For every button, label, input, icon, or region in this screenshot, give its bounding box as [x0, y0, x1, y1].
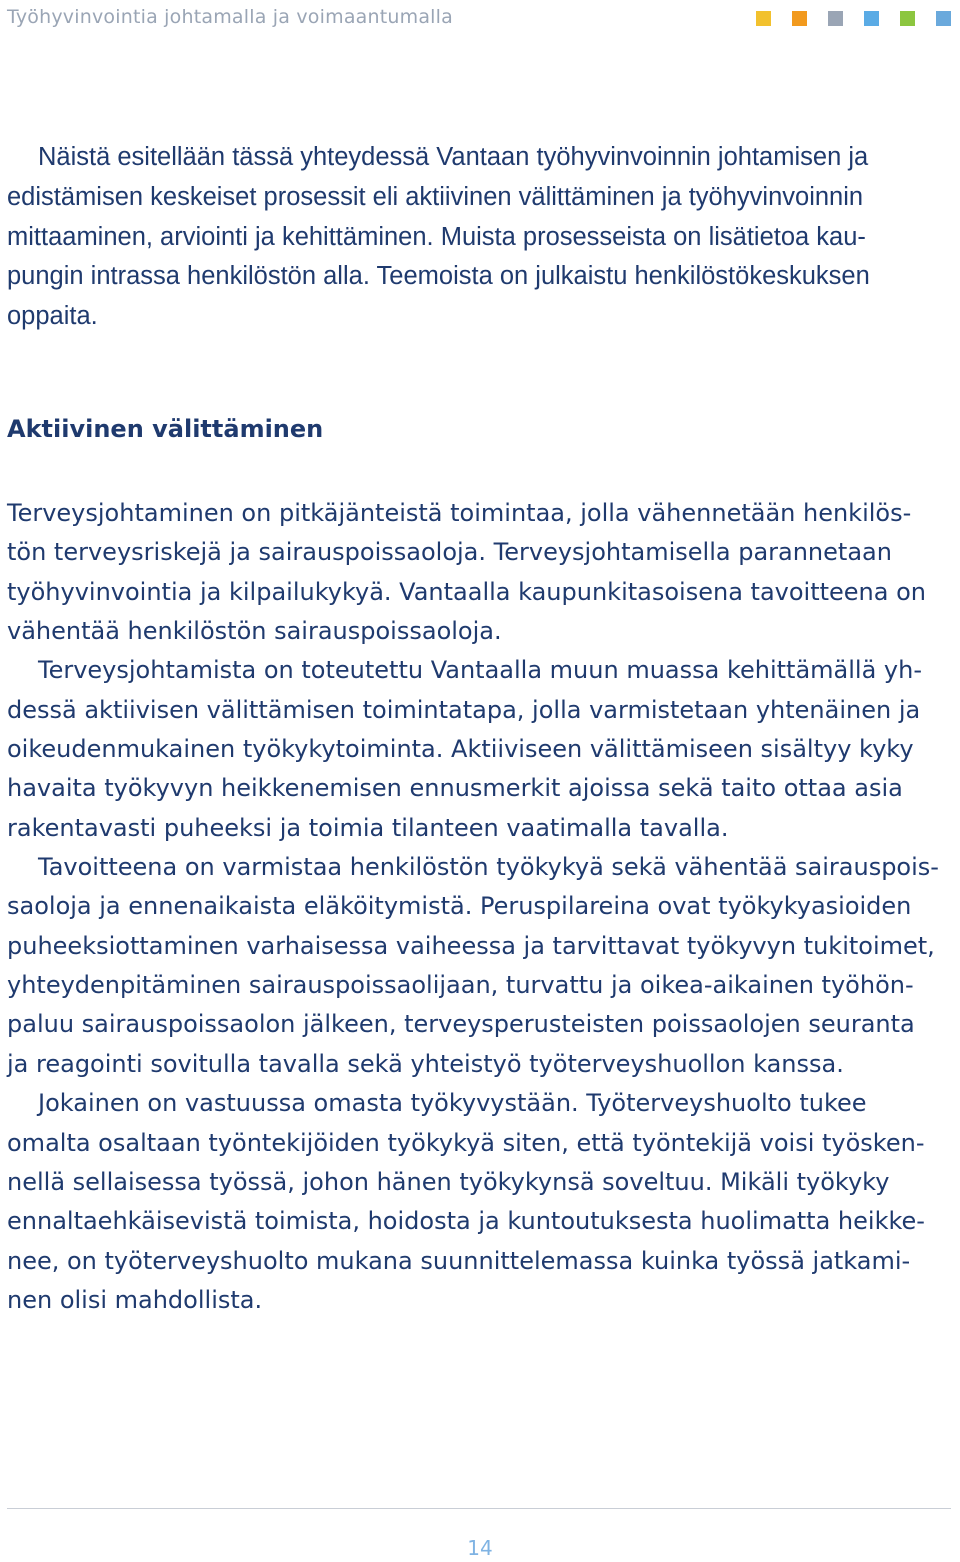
body-line: ennaltaehkäisevistä toimista, hoidosta ja kuntoutuksesta huolimatta heikke- — [7, 1207, 925, 1236]
color-squares-decoration — [756, 11, 951, 26]
intro-paragraph — [7, 138, 953, 337]
intro-line: oppaita. — [7, 302, 98, 331]
body-line: Jokainen on vastuussa omasta työkyvystään. Työterveyshuolto tukee — [38, 1089, 867, 1118]
body-line: työhyvinvointia ja kilpailukykyä. Vantaalla kaupunkitasoisena tavoitteena on — [7, 577, 926, 606]
body-line: vähentää henkilöstön sairauspoissaoloja. — [7, 617, 502, 646]
section-body — [7, 494, 953, 1320]
intro-line: pungin intrassa henkilöstön alla. Teemoista on julkaistu henkilöstökeskuksen — [7, 262, 870, 291]
color-square-blue — [864, 11, 879, 26]
body-line: Terveysjohtamista on toteutettu Vantaalla muun muassa kehittämällä yh- — [38, 656, 923, 685]
color-square-grey — [828, 11, 843, 26]
body-line: havaita työkyvyn heikkenemisen ennusmerkit ajoissa sekä taito ottaa asia — [7, 774, 903, 803]
page-number: 14 — [467, 1536, 493, 1560]
body-line: dessä aktiivisen välittämisen toimintatapa, jolla varmistetaan yhtenäinen ja — [7, 695, 921, 724]
intro-line: mittaaminen, arviointi ja kehittäminen. Muista prosesseista on lisätietoa kau- — [7, 222, 866, 251]
body-line: paluu sairauspoissaolon jälkeen, terveysperusteisten poissaolojen seuranta — [7, 1010, 915, 1039]
intro-line: Näistä esitellään tässä yhteydessä Vantaan työhyvinvoinnin johtamisen ja — [38, 143, 869, 171]
running-header-title: Työhyvinvointia johtamalla ja voimaantumalla — [7, 6, 453, 28]
body-line: Tavoitteena on varmistaa henkilöstön työkykyä sekä vähentää sairauspois- — [38, 853, 939, 882]
body-line: tön terveysriskejä ja sairauspoissaoloja. Terveysjohtamisella parannetaan — [7, 538, 892, 567]
intro-line: edistämisen keskeiset prosessit eli aktiivinen välittäminen ja työhyvinvoinnin — [7, 182, 864, 211]
body-line: rakentavasti puheeksi ja toimia tilanteen vaatimalla tavalla. — [7, 813, 729, 842]
body-line: nee, on työterveyshuolto mukana suunnittelemassa kuinka työssä jatkami- — [7, 1246, 911, 1275]
body-line: nellä sellaisessa työssä, johon hänen työkykynsä soveltuu. Mikäli työkyky — [7, 1167, 890, 1196]
body-line: nen olisi mahdollista. — [7, 1285, 263, 1314]
body-line: saoloja ja ennenaikaista eläköitymistä. Peruspilareina ovat työkykyasioiden — [7, 892, 912, 921]
footer-divider — [7, 1508, 951, 1509]
section-heading: Aktiivinen välittäminen — [7, 415, 324, 443]
color-square-yellow — [756, 11, 771, 26]
body-line: yhteydenpitäminen sairauspoissaolijaan, turvattu ja oikea-aikainen työhön- — [7, 971, 914, 1000]
body-line: puheeksiottaminen varhaisessa vaiheessa ja tarvittavat työkyvyn tukitoimet, — [7, 931, 935, 960]
color-square-orange — [792, 11, 807, 26]
body-line: ja reagointi sovitulla tavalla sekä yhteistyö työterveyshuollon kanssa. — [7, 1049, 844, 1078]
color-square-green — [900, 11, 915, 26]
body-line: omalta osaltaan työntekijöiden työkykyä siten, että työntekijä voisi työsken- — [7, 1128, 925, 1157]
body-line: Terveysjohtaminen on pitkäjänteistä toimintaa, jolla vähennetään henkilös- — [7, 499, 912, 527]
body-line: oikeudenmukainen työkykytoiminta. Aktiiviseen välittämiseen sisältyy kyky — [7, 735, 914, 764]
color-square-light-blue — [936, 11, 951, 26]
